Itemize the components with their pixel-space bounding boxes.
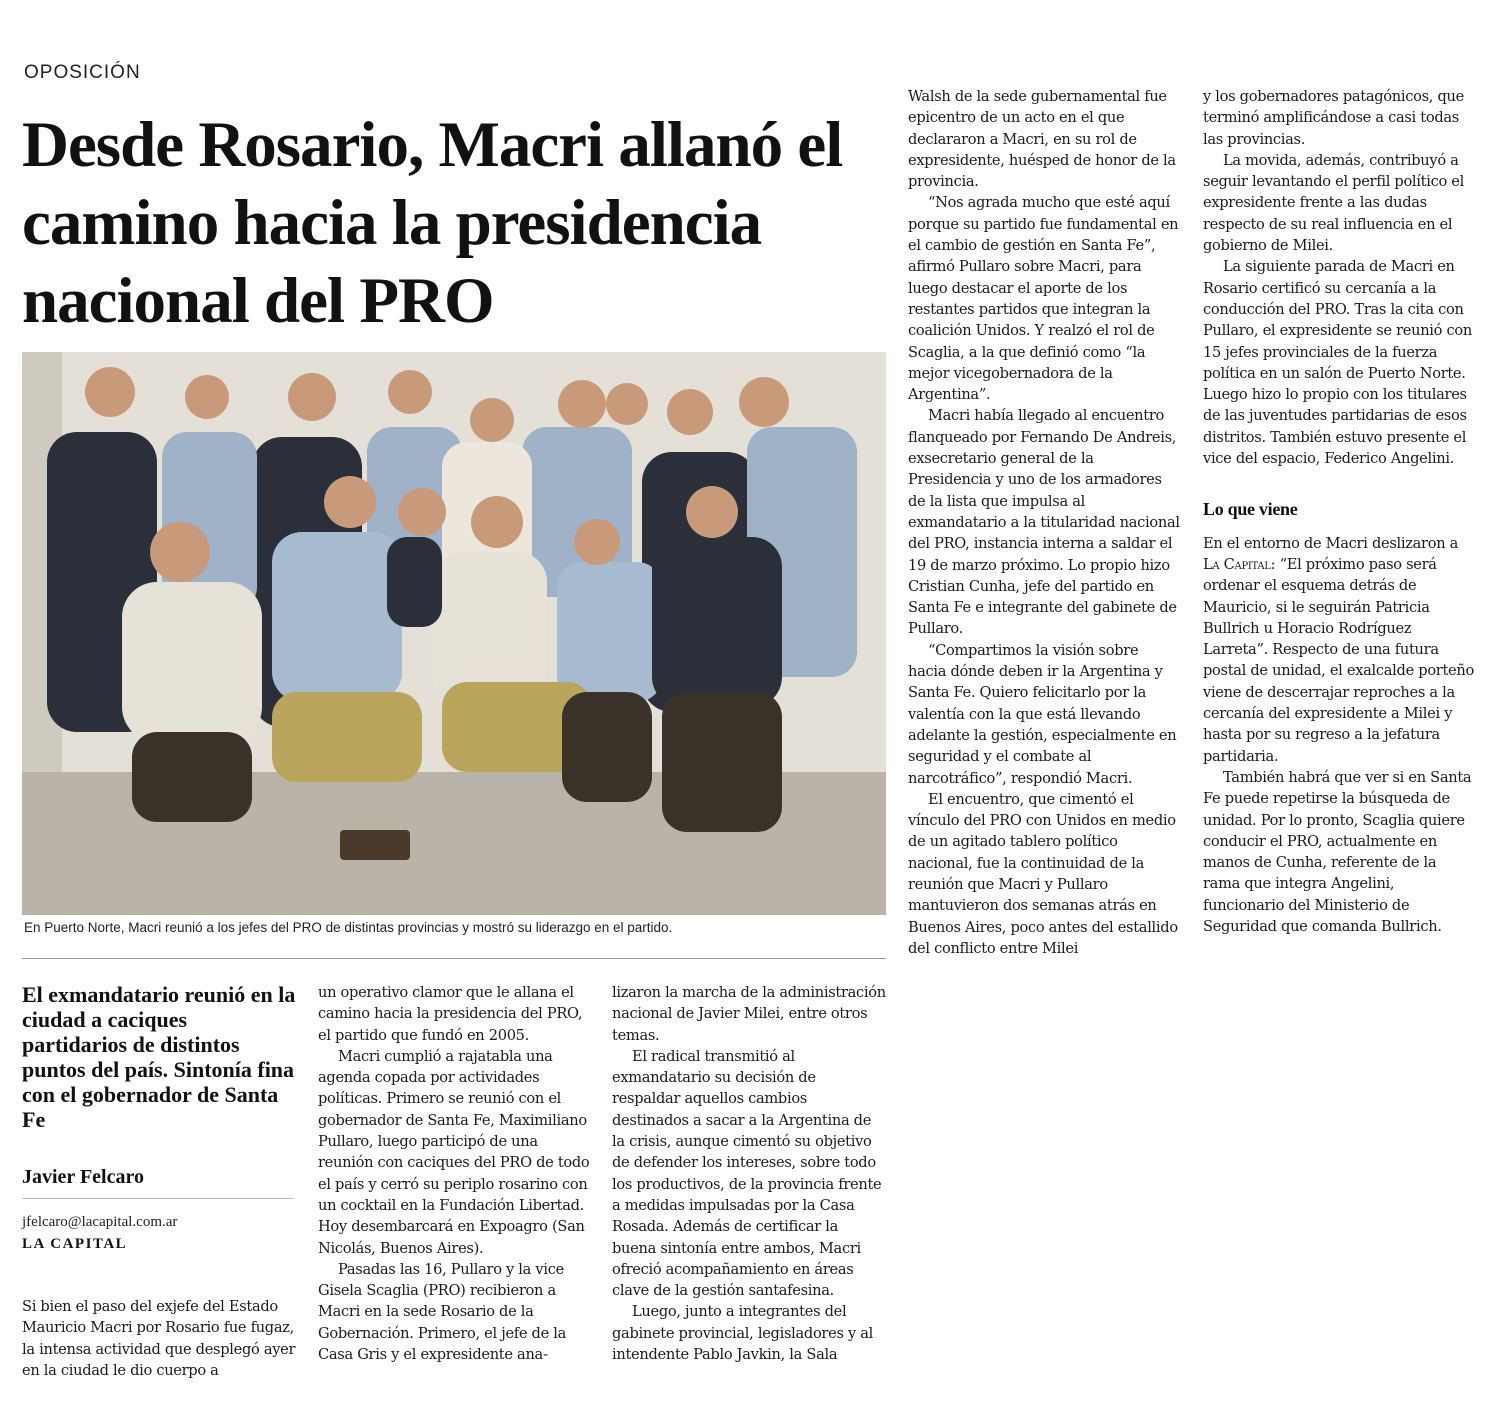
paragraph: un operativo clamor que le allana el camino hacia la presidencia del PRO, el partido que fundó en 2005. (318, 984, 583, 1044)
group-photo-illustration (22, 352, 886, 915)
byline-divider (22, 1198, 294, 1199)
paragraph: El radical transmitió al exmandatario su decisión de respaldar aquellos cambios destinados a sacar a la Argentina de la crisis, aunque cimentó su objetivo de defender los intereses, sobre todo los productivos, de la provincia frente a medidas impulsadas por la Casa Rosada. Además de certificar la buena sintonía entre ambos, Macri ofreció acompañamiento en áreas clave de la gestión santafesina. (612, 1047, 882, 1300)
paragraph: También habrá que ver si en Santa Fe puede repetirse la búsqueda de unidad. Por lo pronto, Scaglia quiere conducir el PRO, actualmente en manos de Cunha, referente de la rama que integra Angelini, funcionario del Ministerio de Seguridad que comanda Bullrich. (1203, 768, 1472, 935)
group-photo (22, 352, 886, 915)
paragraph: “Nos agrada mucho que esté aquí porque su partido fue fundamental en el cambio de gestión en Santa Fe”, afirmó Pullaro sobre Macri, para luego destacar el aporte de los restantes partidos que integran la coalición Unidos. Y realzó el rol de Scaglia, a la que definió como “la mejor vicegobernadora de la Argentina”. (908, 194, 1179, 404)
paragraph-rest: : “El próximo paso será ordenar el esquema detrás de Mauricio, si le seguirán Patricia Bullrich u Horacio Rodríguez Larreta”. Respecto de una futura postal de unidad, el exalcalde porteño viene de descerrajar reproches a la cercanía del expresidente a Milei y hasta por su regreso a la jefatura partidaria. (1203, 555, 1474, 765)
author-email[interactable]: jfelcaro@lacapital.com.ar (22, 1214, 178, 1230)
section-label: OPOSICIÓN (24, 62, 141, 83)
paragraph (1203, 533, 1477, 767)
newspaper-name: LA CAPITAL (22, 1236, 128, 1252)
headline: Desde Rosario, Macri allanó el camino hacia la presidencia nacional del PRO (22, 109, 843, 337)
body-column-4 (908, 86, 1180, 959)
paragraph: Macri cumplió a rajatabla una agenda copada por actividades políticas. Primero se reunió con el gobernador de Santa Fe, Maximiliano Pullaro, luego participó de una reunión con caciques del PRO de todo el país y cerró su periplo rosarino con un cocktail en la Fundación Libertad. Hoy desembarcará en Expoagro (San Nicolás, Buenos Aires). (318, 1047, 590, 1257)
paragraph: Luego, junto a integrantes del gabinete provincial, legisladores y al intendente Pablo Javkin, la Sala (612, 1303, 874, 1364)
byline: Javier Felcaro (22, 1166, 144, 1188)
paragraph: lizaron la marcha de la administración nacional de Javier Milei, entre otros temas. (612, 984, 886, 1044)
paragraph: Si bien el paso del exjefe del Estado Mauricio Macri por Rosario fue fugaz, la intensa actividad que desplegó ayer en la ciudad le dio cuerpo a (22, 1298, 296, 1379)
caption-divider (22, 958, 886, 959)
paragraph: La siguiente parada de Macri en Rosario certificó su cercanía a la conducción del PRO. Tras la cita con Pullaro, el expresidente se reunió con 15 jefes provinciales de la fuerza política en un salón de Puerto Norte. Luego hizo lo propio con los titulares de las juventudes partidarias de esos distritos. También estuvo presente el vice del espacio, Federico Angelini. (1203, 258, 1472, 468)
paragraph: Walsh de la sede gubernamental fue epicentro de un acto en el que declararon a Macri, en su rol de expresidente, huésped de honor de la provincia. (908, 88, 1176, 191)
paragraph: El encuentro, que cimentó el vínculo del PRO con Unidos en medio de un agitado tablero político nacional, fue la continuidad de la reunión que Macri y Pullaro mantuvieron dos semanas atrás en Buenos Aires, poco antes del estallido del conflicto entre Milei (908, 790, 1178, 957)
paragraph-lead: En el entorno de Macri deslizaron a (1203, 534, 1459, 552)
body-column-5 (1203, 86, 1477, 937)
paragraph: La movida, además, contribuyó a seguir levantando el perfil político el expresidente frente a las dudas respecto de su real influencia en el gobierno de Milei. (1203, 151, 1464, 255)
deck: El exmandatario reunió en la ciudad a caciques partidarios de distintos puntos del país. Sintonía fina con el gobernador de Santa Fe (22, 982, 296, 1132)
photo-caption: En Puerto Norte, Macri reunió a los jefes del PRO de distintas provincias y mostró su liderazgo en el partido. (24, 920, 673, 935)
body-column-2 (318, 982, 591, 1365)
paragraph: Macri había llegado al encuentro flanqueado por Fernando De Andreis, exsecretario general de la Presidencia y uno de los armadores de la lista que impulsa al exmandatario a la titularidad nacional del PRO, instancia interna a saldar el 19 de marzo próximo. Lo propio hizo Cristian Cunha, jefe del partido en Santa Fe e integrante del gabinete de Pullaro. (908, 407, 1180, 638)
paragraph: y los gobernadores patagónicos, que terminó amplificándose a casi todas las provincias. (1203, 88, 1464, 148)
subhead: Lo que viene (1203, 499, 1298, 520)
body-column-3 (612, 982, 886, 1365)
body-column-1 (22, 1296, 298, 1381)
paragraph: “Compartimos la visión sobre hacia dónde deben ir la Argentina y Santa Fe. Quiero felicitarlo por la valentía con la que está llevando adelante la gestión, especialmente en seguridad y el combate al narcotráfico”, respondió Macri. (908, 641, 1177, 787)
newspaper-mention: La Capital (1203, 555, 1271, 573)
paragraph: Pasadas las 16, Pullaro y la vice Gisela Scaglia (PRO) recibieron a Macri en la sede Rosario de la Gobernación. Primero, el jefe de la Casa Gris y el expresidente ana- (318, 1260, 567, 1364)
